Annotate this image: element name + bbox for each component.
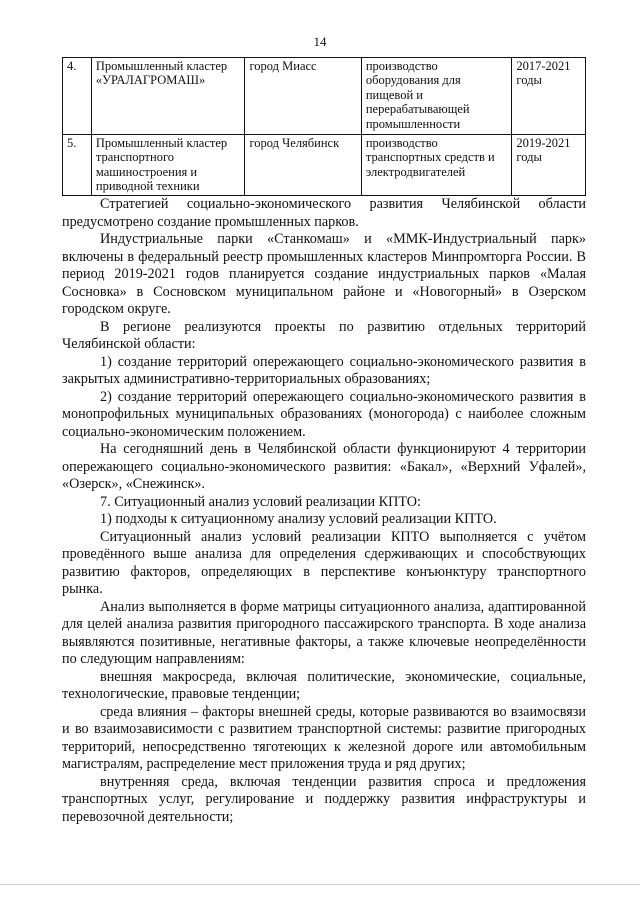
cluster-city: город Миасс — [245, 58, 361, 135]
section-heading: 7. Ситуационный анализ условий реализации КПТО: — [100, 493, 421, 510]
cluster-years: 2019-2021 годы — [512, 135, 586, 196]
list-item: 1) создание территорий опережающего социально-экономического развития в закрытых административно-территориальных образованиях; — [62, 353, 586, 387]
clusters-table — [62, 57, 586, 196]
list-item: внешняя макросреда, включая политические, экономические, социальные, технологические, правовые тенденции; — [62, 668, 586, 702]
paragraph: На сегодняшний день в Челябинской области функционируют 4 территории опережающего социально-экономического развития: «Бакал», «Верхний Уфалей», «Озерск», «Снежинск». — [62, 441, 586, 492]
body-text — [62, 196, 586, 826]
row-number: 5. — [63, 135, 92, 196]
paragraph: Ситуационный анализ условий реализации КПТО выполняется с учётом проведённого выше анализа для определения сдерживающих и способствующих развитию факторов, определяющих в перспективе конъюнктуру транспортного рынка. — [62, 528, 586, 597]
list-item: внутренняя среда, включая тенденции развития спроса и предложения транспортных услуг, регулирование и поддержку развития инфраструктуры и перевозочной деятельности; — [62, 773, 586, 825]
page-bottom-divider — [0, 884, 640, 885]
page-number: 14 — [313, 34, 327, 49]
list-item: 2) создание территорий опережающего социально-экономического развития в монопрофильных муниципальных образованиях (моногорода) с наиболее сложным социально-экономическим положением. — [62, 388, 586, 440]
cluster-name: Промышленный кластер «УРАЛАГРОМАШ» — [91, 58, 245, 135]
table-row — [63, 135, 586, 196]
paragraph: Индустриальные парки «Станкомаш» и «ММК-Индустриальный парк» включены в федеральный реестр промышленных кластеров Минпромторга России. В период 2019-2021 годов планируется создание индустриальных парков «Малая Сосновка» в Сосновском муниципальном районе и «Новогорный» в Озерском городском округе. — [62, 231, 586, 317]
list-item: среда влияния – факторы внешней среды, которые развиваются во взаимосвязи и во взаимозависимости с развитием транспортной системы: развитие пригородных территорий, непосредственно тяготеющих к железной дороге или автомобильным магистралям, распределение мест приложения труда и ряд других; — [62, 703, 586, 772]
cluster-activity: производство оборудования для пищевой и перерабатывающей промышленности — [361, 58, 512, 135]
cluster-name: Промышленный кластер транспортного машиностроения и приводной техники — [91, 135, 245, 196]
row-number: 4. — [63, 58, 92, 135]
cluster-city: город Челябинск — [245, 135, 361, 196]
cluster-years: 2017-2021 годы — [512, 58, 586, 135]
paragraph: В регионе реализуются проекты по развитию отдельных территорий Челябинской области: — [62, 318, 586, 352]
paragraph: Стратегией социально-экономического развития Челябинской области предусмотрено создание промышленных парков. — [62, 196, 586, 230]
paragraph: Анализ выполняется в форме матрицы ситуационного анализа, адаптированной для целей анализа развития пригородного пассажирского транспорта. В ходе анализа выявляются позитивные, негативные факторы, а также ключевые неопределённости по следующим направлениям: — [62, 598, 586, 667]
table-row — [63, 58, 586, 135]
cluster-activity: производство транспортных средств и электродвигателей — [361, 135, 512, 196]
subsection-heading: 1) подходы к ситуационному анализу условий реализации КПТО. — [100, 511, 497, 527]
